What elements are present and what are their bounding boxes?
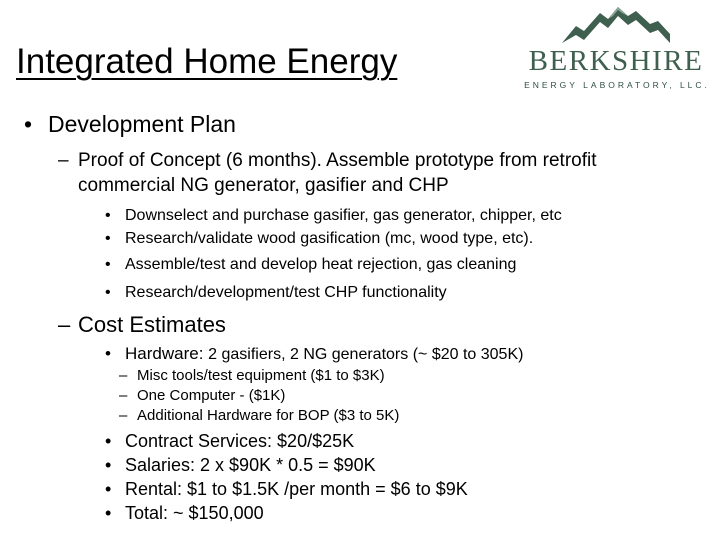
poc-item bbox=[105, 230, 533, 248]
cost-item bbox=[105, 479, 468, 500]
development-plan-text: Development Plan bbox=[48, 111, 236, 137]
hardware-item bbox=[119, 387, 285, 404]
mountain-icon bbox=[562, 4, 670, 44]
cost-item-text: Contract Services: $20/$25K bbox=[125, 431, 355, 451]
bullet-dot: • bbox=[24, 111, 33, 137]
logo-wordmark: BERKSHIRE bbox=[528, 45, 704, 77]
bullet-development-plan bbox=[24, 111, 236, 138]
poc-item-text: Assemble/test and develop heat rejection, gas cleaning bbox=[125, 256, 517, 273]
bullet-dot: • bbox=[105, 455, 112, 475]
bullet-dot: • bbox=[105, 344, 111, 363]
bullet-dot: • bbox=[105, 431, 112, 451]
cost-item bbox=[105, 503, 264, 524]
proof-of-concept-text-line2: commercial NG generator, gasifier and CHP bbox=[78, 175, 449, 196]
proof-of-concept-text-line1: Proof of Concept (6 months). Assemble prototype from retrofit bbox=[78, 150, 597, 171]
hardware-label: Hardware: bbox=[125, 344, 204, 363]
poc-item bbox=[105, 284, 447, 302]
poc-item bbox=[105, 256, 516, 274]
hardware-item bbox=[119, 367, 385, 384]
hardware-detail: 2 gasifiers, 2 NG generators (~ $20 to 305K) bbox=[208, 346, 524, 363]
poc-item-text: Research/validate wood gasification (mc, wood type, etc). bbox=[125, 230, 534, 247]
cost-item-text: Salaries: 2 x $90K * 0.5 = $90K bbox=[125, 455, 376, 475]
poc-item-text: Research/development/test CHP functionality bbox=[125, 284, 447, 301]
bullet-dot: • bbox=[105, 479, 112, 499]
berkshire-logo bbox=[520, 4, 712, 94]
hardware-item-text: Misc tools/test equipment ($1 to $3K) bbox=[137, 367, 385, 384]
cost-item-text: Total: ~ $150,000 bbox=[125, 503, 264, 523]
bullet-hardware bbox=[105, 344, 523, 364]
bullet-dash: – bbox=[119, 387, 128, 404]
bullet-dot: • bbox=[105, 503, 112, 523]
hardware-item bbox=[119, 407, 399, 424]
cost-item bbox=[105, 431, 354, 452]
cost-item-text: Rental: $1 to $1.5K /per month = $6 to $9K bbox=[125, 479, 468, 499]
hardware-item-text: Additional Hardware for BOP ($3 to 5K) bbox=[137, 407, 400, 424]
bullet-dash: – bbox=[58, 150, 69, 171]
poc-item bbox=[105, 207, 562, 225]
slide-title: Integrated Home Energy bbox=[16, 42, 398, 81]
bullet-dot: • bbox=[105, 284, 111, 301]
bullet-proof-of-concept bbox=[58, 150, 597, 172]
bullet-dash: – bbox=[58, 312, 71, 337]
bullet-dot: • bbox=[105, 230, 111, 247]
hardware-item-text: One Computer - ($1K) bbox=[137, 387, 286, 404]
poc-item-text: Downselect and purchase gasifier, gas generator, chipper, etc bbox=[125, 207, 562, 224]
bullet-dash: – bbox=[119, 407, 128, 424]
cost-item bbox=[105, 455, 376, 476]
bullet-dash: – bbox=[119, 367, 128, 384]
logo-subtitle: ENERGY LABORATORY, LLC. bbox=[524, 80, 710, 90]
bullet-cost-estimates bbox=[58, 312, 226, 338]
cost-estimates-text: Cost Estimates bbox=[78, 312, 226, 337]
bullet-dot: • bbox=[105, 207, 111, 224]
bullet-dot: • bbox=[105, 256, 111, 273]
